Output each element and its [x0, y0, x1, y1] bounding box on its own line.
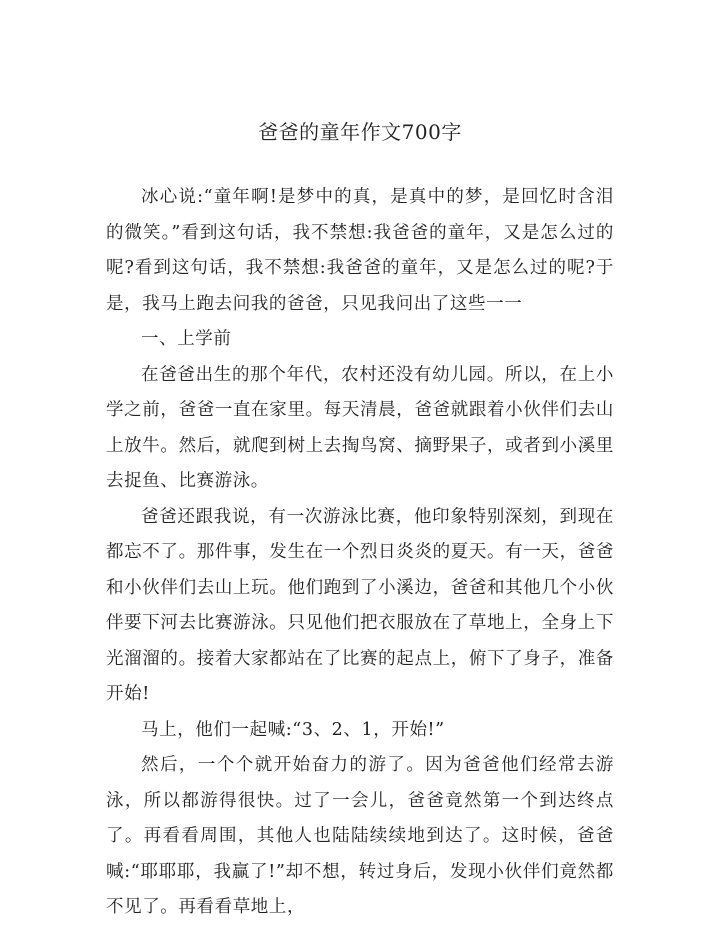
paragraph-swimming-race: 爸爸还跟我说，有一次游泳比赛，他印象特别深刻，到现在都忘不了。那件事，发生在一个烈日炎炎的夏天。有一天，爸爸和小伙伴们去山上玩。他们跑到了小溪边，爸爸和其他几个小伙伴要下河去比赛游泳。只见他们把衣服放在了草地上，全身上下光溜溜的。接着大家都站在了比赛的起点上，俯下了身子，准备开始! [106, 506, 614, 704]
paragraph-countdown: 马上，他们一起喊:“3、2、1，开始!” [141, 719, 445, 740]
paragraph-race-result: 然后，一个个就开始奋力的游了。因为爸爸他们经常去游泳，所以都游得很快。过了一会儿，爸爸竟然第一个到达终点了。再看看周围，其他人也陆陆续续地到达了。这时候，爸爸喊:“耶耶耶，我赢了!”却不想，转过身后，发现小伙伴们竟然都不见了。再看看草地上， [106, 755, 614, 917]
paragraph-childhood-life: 在爸爸出生的那个年代，农村还没有幼儿园。所以，在上小学之前，爸爸一直在家里。每天清晨，爸爸就跟着小伙伴们去山上放牛。然后，就爬到树上去掏鸟窝、摘野果子，或者到小溪里去捉鱼、比赛游泳。 [106, 364, 614, 491]
document-body [106, 180, 614, 926]
document-title: 爸爸的童年作文700字 [258, 120, 462, 144]
paragraph-intro-quote: 冰心说:“童年啊!是梦中的真，是真中的梦，是回忆时含泪的微笑。”看到这句话，我不禁想:我爸爸的童年，又是怎么过的呢?看到这句话，我不禁想:我爸爸的童年，又是怎么过的呢?于是，我马上跑去问我的爸爸，只见我问出了这些一一 [106, 187, 614, 314]
section-heading-before-school: 一、上学前 [141, 329, 232, 349]
